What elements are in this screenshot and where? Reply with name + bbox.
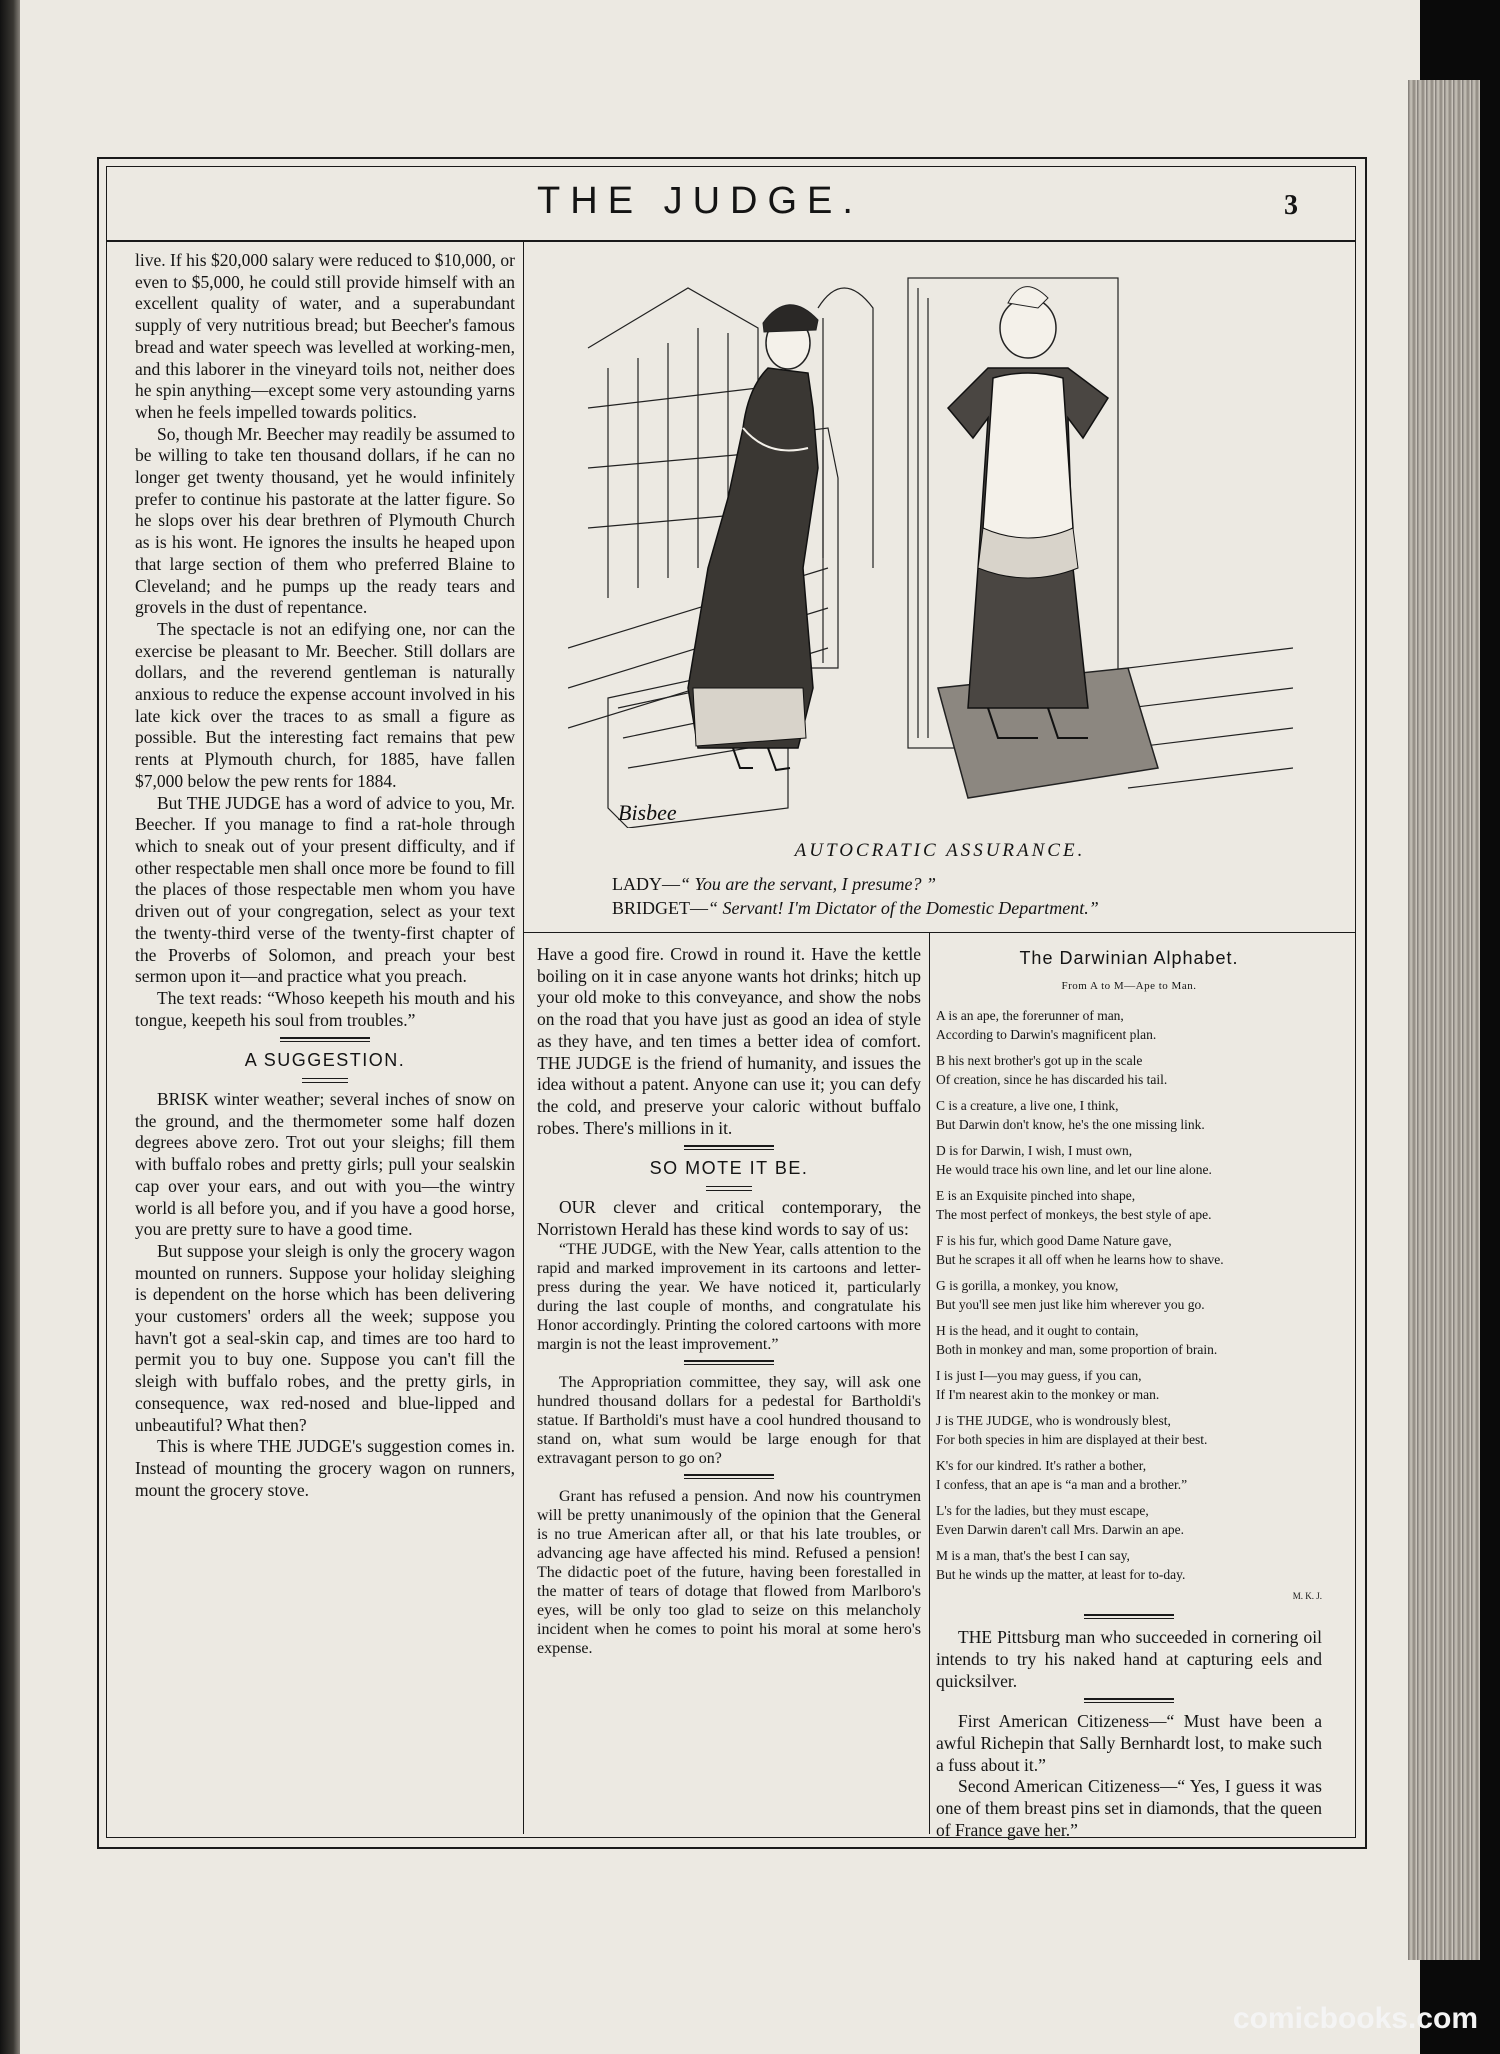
verse-line-1: D is for Darwin, I wish, I must own, xyxy=(936,1143,1133,1159)
col2-quote: “THE JUDGE, with the New Year, calls attention to the rapid and marked improvement in its cartoons and letter-press during the year. We have noticed it, particularly during the last couple of months, and congratulate his Honor accordingly. Printing the colored cartoons with more margin is not the least improvement.” xyxy=(537,1241,921,1354)
verse-line-2: But he scrapes it all off when he learns how to shave. xyxy=(936,1251,1224,1267)
heading-rule xyxy=(706,1186,752,1191)
column-divider-2 xyxy=(929,933,930,1834)
cartoon-illustration xyxy=(568,268,1293,828)
masthead-rule xyxy=(106,240,1356,242)
verse-line-1: C is a creature, a live one, I think, xyxy=(936,1098,1119,1114)
verse-line-2: Even Darwin daren't call Mrs. Darwin an ape. xyxy=(936,1521,1184,1537)
verse-line-1: L's for the ladies, but they must escape, xyxy=(936,1503,1149,1519)
verse-line-2: But he winds up the matter, at least for to-day. xyxy=(936,1566,1186,1582)
verse-line-2: According to Darwin's magnificent plan. xyxy=(936,1026,1157,1042)
section-separator xyxy=(280,1037,370,1042)
alphabet-verse xyxy=(936,1232,1322,1269)
alphabet-verse xyxy=(936,1277,1322,1314)
alphabet-verse xyxy=(936,1367,1322,1404)
servant-figure xyxy=(948,287,1108,738)
caption-lady-line: “ You are the servant, I presume? ” xyxy=(680,874,936,894)
verse-line-1: J is THE JUDGE, who is wondrously blest, xyxy=(936,1413,1171,1429)
verse-line-2: Both in monkey and man, some proportion of brain. xyxy=(936,1341,1218,1357)
alphabet-verse xyxy=(936,1322,1322,1359)
column-divider-1 xyxy=(523,242,524,1834)
caption-bridget xyxy=(612,898,1099,919)
alphabet-verse xyxy=(936,1187,1322,1224)
col1-paragraph-6: BRISK winter weather; several inches of snow on the ground, and the thermometer some half dozen degrees above zero. Trot out your sleighs; fill them with buffalo robes and pretty girls; pull your sealskin cap over your ears, and out with you—the wintry world is all before you, and if you have a good horse, you are pretty sure to have a good time. xyxy=(135,1089,515,1240)
heading-so-mote-it-be: SO MOTE IT BE. xyxy=(649,1158,809,1179)
verse-line-1: I is just I—you may guess, if you can, xyxy=(936,1368,1142,1384)
verse-line-1: A is an ape, the forerunner of man, xyxy=(936,1008,1124,1024)
cartoon-title: AUTOCRATIC ASSURANCE. xyxy=(794,840,1086,861)
verse-line-2: For both species in him are displayed at their best. xyxy=(936,1431,1208,1447)
heading-a-suggestion: A SUGGESTION. xyxy=(244,1050,406,1071)
alphabet-verse xyxy=(936,1502,1322,1539)
caption-bridget-speaker: BRIDGET— xyxy=(612,898,708,918)
col1-paragraph-7: But suppose your sleigh is only the grocery wagon mounted on runners. Suppose your holiday sleighing is dependent on the horse which has been delivering your customers' orders all the week; suppose you havn't got a seal-skin cap, and times are too hard to permit you to buy one. Suppose you can't fill the sleigh with buffalo robes, and the pretty girls, in consequence, wax red-nosed and blue-lipped and unbeautiful? What then? xyxy=(135,1240,515,1435)
masthead-title: THE JUDGE. xyxy=(537,180,863,222)
alphabet-verses xyxy=(936,1007,1322,1584)
col2-paragraph-4: The Appropriation committee, they say, will ask one hundred thousand dollars for a pedestal for Bartholdi's statue. If Bartholdi's must have a cool hundred thousand to stand on, what sum would be large enough for that extravagant person to go on? xyxy=(537,1374,921,1468)
book-edge xyxy=(1408,80,1480,1960)
section-separator xyxy=(1084,1614,1174,1619)
alphabet-verse xyxy=(936,1412,1322,1449)
alphabet-verse xyxy=(936,1457,1322,1494)
alphabet-verse xyxy=(936,1052,1322,1089)
verse-line-1: G is gorilla, a monkey, you know, xyxy=(936,1278,1119,1294)
heading-darwinian-alphabet: The Darwinian Alphabet. xyxy=(1019,948,1239,968)
alphabet-verse xyxy=(936,1097,1322,1134)
col1-paragraph-4: But THE JUDGE has a word of advice to you, Mr. Beecher. If you manage to find a rat-hole through which to sneak out of your present difficulty, and if other respectable men shall once more be found to fill the places of those respectable men whom you have driven out of your congregation, select as your text the twenty-third verse of the twenty-first chapter of the Proverbs of Solomon, and preach your best sermon upon it—and practice what you preach. xyxy=(135,792,515,987)
verse-initials: M. K. J. xyxy=(1292,1591,1322,1602)
col2-paragraph-1: Have a good fire. Crowd in round it. Have the kettle boiling on it in case anyone wants hot drinks; hitch up your old moke to this conveyance, and show the nobs on the road that you have just as good an idea of style as they have, and ten times a better idea of comfort. THE JUDGE is the friend of humanity, and issues the idea without a patent. Anyone can use it; you can defy the cold, and preserve your caloric without buffalo robes. There's millions in it. xyxy=(537,944,921,1138)
column-3 xyxy=(936,944,1322,1841)
section-separator xyxy=(684,1145,774,1150)
watermark: comicbooks.com xyxy=(1232,2002,1478,2035)
verse-line-2: But Darwin don't know, he's the one missing link. xyxy=(936,1116,1205,1132)
alphabet-verse xyxy=(936,1142,1322,1179)
col1-paragraph-3: The spectacle is not an edifying one, nor can the exercise be pleasant to Mr. Beecher. Still dollars are dollars, and the reverend gentleman is naturally anxious to reduce the expense account involved in his late kick over the traces to as small a figure as possible. But the interesting fact remains that pew rents at Plymouth church, for 1885, have fallen $7,000 below the pew rents for 1884. xyxy=(135,618,515,791)
lady-figure xyxy=(688,305,818,770)
col1-paragraph-5: The text reads: “Whoso keepeth his mouth and his tongue, keepeth his soul from troubles.” xyxy=(135,987,515,1030)
page-number: 3 xyxy=(1284,190,1298,221)
verse-line-2: Of creation, since he has discarded his tail. xyxy=(936,1071,1168,1087)
alphabet-verse xyxy=(936,1007,1322,1044)
verse-line-1: H is the head, and it ought to contain, xyxy=(936,1323,1139,1339)
section-separator xyxy=(684,1360,774,1365)
verse-line-1: K's for our kindred. It's rather a bother, xyxy=(936,1458,1147,1474)
col1-paragraph-1: live. If his $20,000 salary were reduced to $10,000, or even to $5,000, he could still provide himself with an excellent quality of water, and a superabundant supply of very nutritious bread; but Beecher's famous bread and water speech was levelled at working-men, and this laborer in the vineyard toils not, neither does he spin anything—except some very astounding yarns when he feels impelled towards politics. xyxy=(135,250,515,422)
verse-line-1: B his next brother's got up in the scale xyxy=(936,1053,1143,1069)
column-2 xyxy=(537,944,921,1658)
caption-bridget-line: “ Servant! I'm Dictator of the Domestic Department.” xyxy=(708,898,1099,918)
book-gutter xyxy=(0,0,22,2054)
caption-lady-speaker: LADY— xyxy=(612,874,680,894)
section-separator xyxy=(684,1474,774,1479)
verse-line-2: If I'm nearest akin to the monkey or man. xyxy=(936,1386,1160,1402)
caption-lady xyxy=(612,874,936,895)
verse-line-1: F is his fur, which good Dame Nature gave, xyxy=(936,1233,1172,1249)
col1-paragraph-8: This is where THE JUDGE's suggestion comes in. Instead of mounting the grocery wagon on runners, mount the grocery stove. xyxy=(135,1436,515,1500)
cartoon-background xyxy=(568,278,1293,828)
heading-rule xyxy=(302,1078,348,1083)
verse-line-1: M is a man, that's the best I can say, xyxy=(936,1548,1130,1564)
col1-paragraph-2: So, though Mr. Beecher may readily be assumed to be willing to take ten thousand dollars, if he can no longer get twenty thousand, yet he would infinitely prefer to continue his pastorate at the latter figure. So he slops over his dear brethren of Plymouth Church as is his wont. He ignores the insults he heaped upon that large section of them who preferred Blaine to Cleveland; and he pumps up the ready tears and grovels in the dust of repentance. xyxy=(135,423,515,618)
column-1 xyxy=(135,250,515,1501)
col3-paragraph-2: First American Citizeness—“ Must have been a awful Richepin that Sally Bernhardt lost, to make such a fuss about it.” xyxy=(936,1711,1322,1775)
alphabet-verse xyxy=(936,1547,1322,1584)
col2-paragraph-5: Grant has refused a pension. And now his countrymen will be pretty unanimously of the opinion that the General is no true American after all, or that his late troubles, or advancing age have affected his mind. Refused a pension! The didactic poet of the future, having been forestalled in the matter of tears of dotage that flowed from Marlboro's eyes, will be only too glad to seize on this melancholy incident when he comes to point his moral at some hero's expense. xyxy=(537,1488,921,1658)
col3-paragraph-1: THE Pittsburg man who succeeded in cornering oil intends to try his naked hand at capturing eels and quicksilver. xyxy=(936,1627,1322,1691)
artist-signature: Bisbee xyxy=(618,800,677,825)
verse-line-2: But you'll see men just like him wherever you go. xyxy=(936,1296,1205,1312)
section-separator xyxy=(1084,1698,1174,1703)
verse-line-2: I confess, that an ape is “a man and a brother.” xyxy=(936,1476,1188,1492)
cartoon-bottom-rule xyxy=(523,932,1356,933)
verse-line-1: E is an Exquisite pinched into shape, xyxy=(936,1188,1136,1204)
col2-paragraph-2: OUR clever and critical contemporary, the Norristown Herald has these kind words to say of us: xyxy=(537,1197,921,1239)
verse-line-2: The most perfect of monkeys, the best style of ape. xyxy=(936,1206,1212,1222)
verse-line-2: He would trace his own line, and let our line alone. xyxy=(936,1161,1212,1177)
darwinian-subheading: From A to M—Ape to Man. xyxy=(1061,979,1197,992)
col3-paragraph-3: Second American Citizeness—“ Yes, I guess it was one of them breast pins set in diamonds, that the queen of France gave her.” xyxy=(936,1776,1322,1840)
